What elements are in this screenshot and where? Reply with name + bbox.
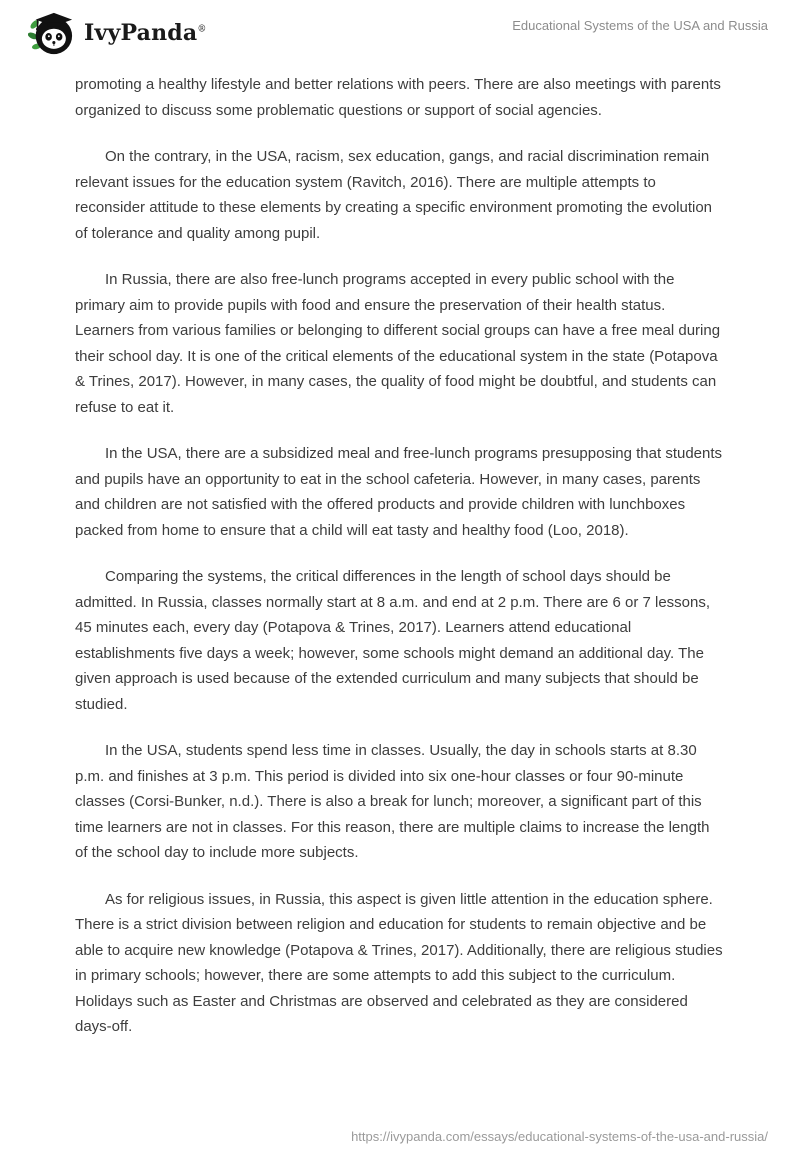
paragraph: On the contrary, in the USA, racism, sex education, gangs, and racial discrimination remain relevant issues for the education system (Ravitch, 2016). There are multiple attempts to reconsider attitude to these elements by creating a specific environment promoting the evolution of tolerance and quality among pupil. xyxy=(75,148,713,242)
document-title: Educational Systems of the USA and Russia xyxy=(512,18,768,33)
essay-body xyxy=(75,72,723,1061)
paragraph: In Russia, there are also free-lunch programs accepted in every public school with the primary aim to provide pupils with food and ensure the preservation of their health status. Learners from various families or belonging to different social groups can have a free meal during their school day. It is one of the critical elements of the educational system in the state (Potapova & Trines, 2017). However, in many cases, the quality of food might be doubtful, and students can refuse to eat it. xyxy=(75,271,721,416)
registered-mark: ® xyxy=(197,24,207,35)
ivypanda-logo[interactable] xyxy=(28,10,207,56)
paragraph: As for religious issues, in Russia, this aspect is given little attention in the education sphere. There is a strict division between religion and education for students to remain objective and be able to acquire new knowledge (Potapova & Trines, 2017). Additionally, there are religious studies in primary schools; however, there are some attempts to add this subject to the curriculum. Holidays such as Easter and Christmas are observed and celebrated as they are considered days-off. xyxy=(75,890,723,1035)
paragraph: Comparing the systems, the critical differences in the length of school days should be admitted. In Russia, classes normally start at 8 a.m. and end at 2 p.m. There are 6 or 7 lessons, 45 minutes each, every day (Potapova & Trines, 2017). Learners attend educational establishments five days a week; however, some schools might demand an additional day. The given approach is used because of the extended curriculum and many subjects that should be studied. xyxy=(75,568,711,713)
paragraph: In the USA, there are a subsidized meal and free-lunch programs presupposing that students and pupils have an opportunity to eat in the school cafeteria. However, in many cases, parents and children are not satisfied with the offered products and provide children with lunchboxes packed from home to ensure that a child will eat tasty and healthy food (Loo, 2018). xyxy=(75,445,723,539)
source-url[interactable]: https://ivypanda.com/essays/educational-systems-of-the-usa-and-russia/ xyxy=(351,1129,768,1144)
paragraph: In the USA, students spend less time in classes. Usually, the day in schools starts at 8.30 p.m. and finishes at 3 p.m. This period is divided into six one-hour classes or four 90-minute classes (Corsi-Bunker, n.d.). There is also a break for lunch; moreover, a significant part of this time learners are not in classes. For this reason, there are multiple claims to increase the length of the school day to include more subjects. xyxy=(75,742,710,861)
paragraph: promoting a healthy lifestyle and better relations with peers. There are also meetings with parents organized to discuss some problematic questions or support of social agencies. xyxy=(75,76,721,119)
panda-logo-icon xyxy=(28,10,74,56)
page-header xyxy=(0,0,800,58)
brand-name: IvyPanda® xyxy=(84,20,207,46)
